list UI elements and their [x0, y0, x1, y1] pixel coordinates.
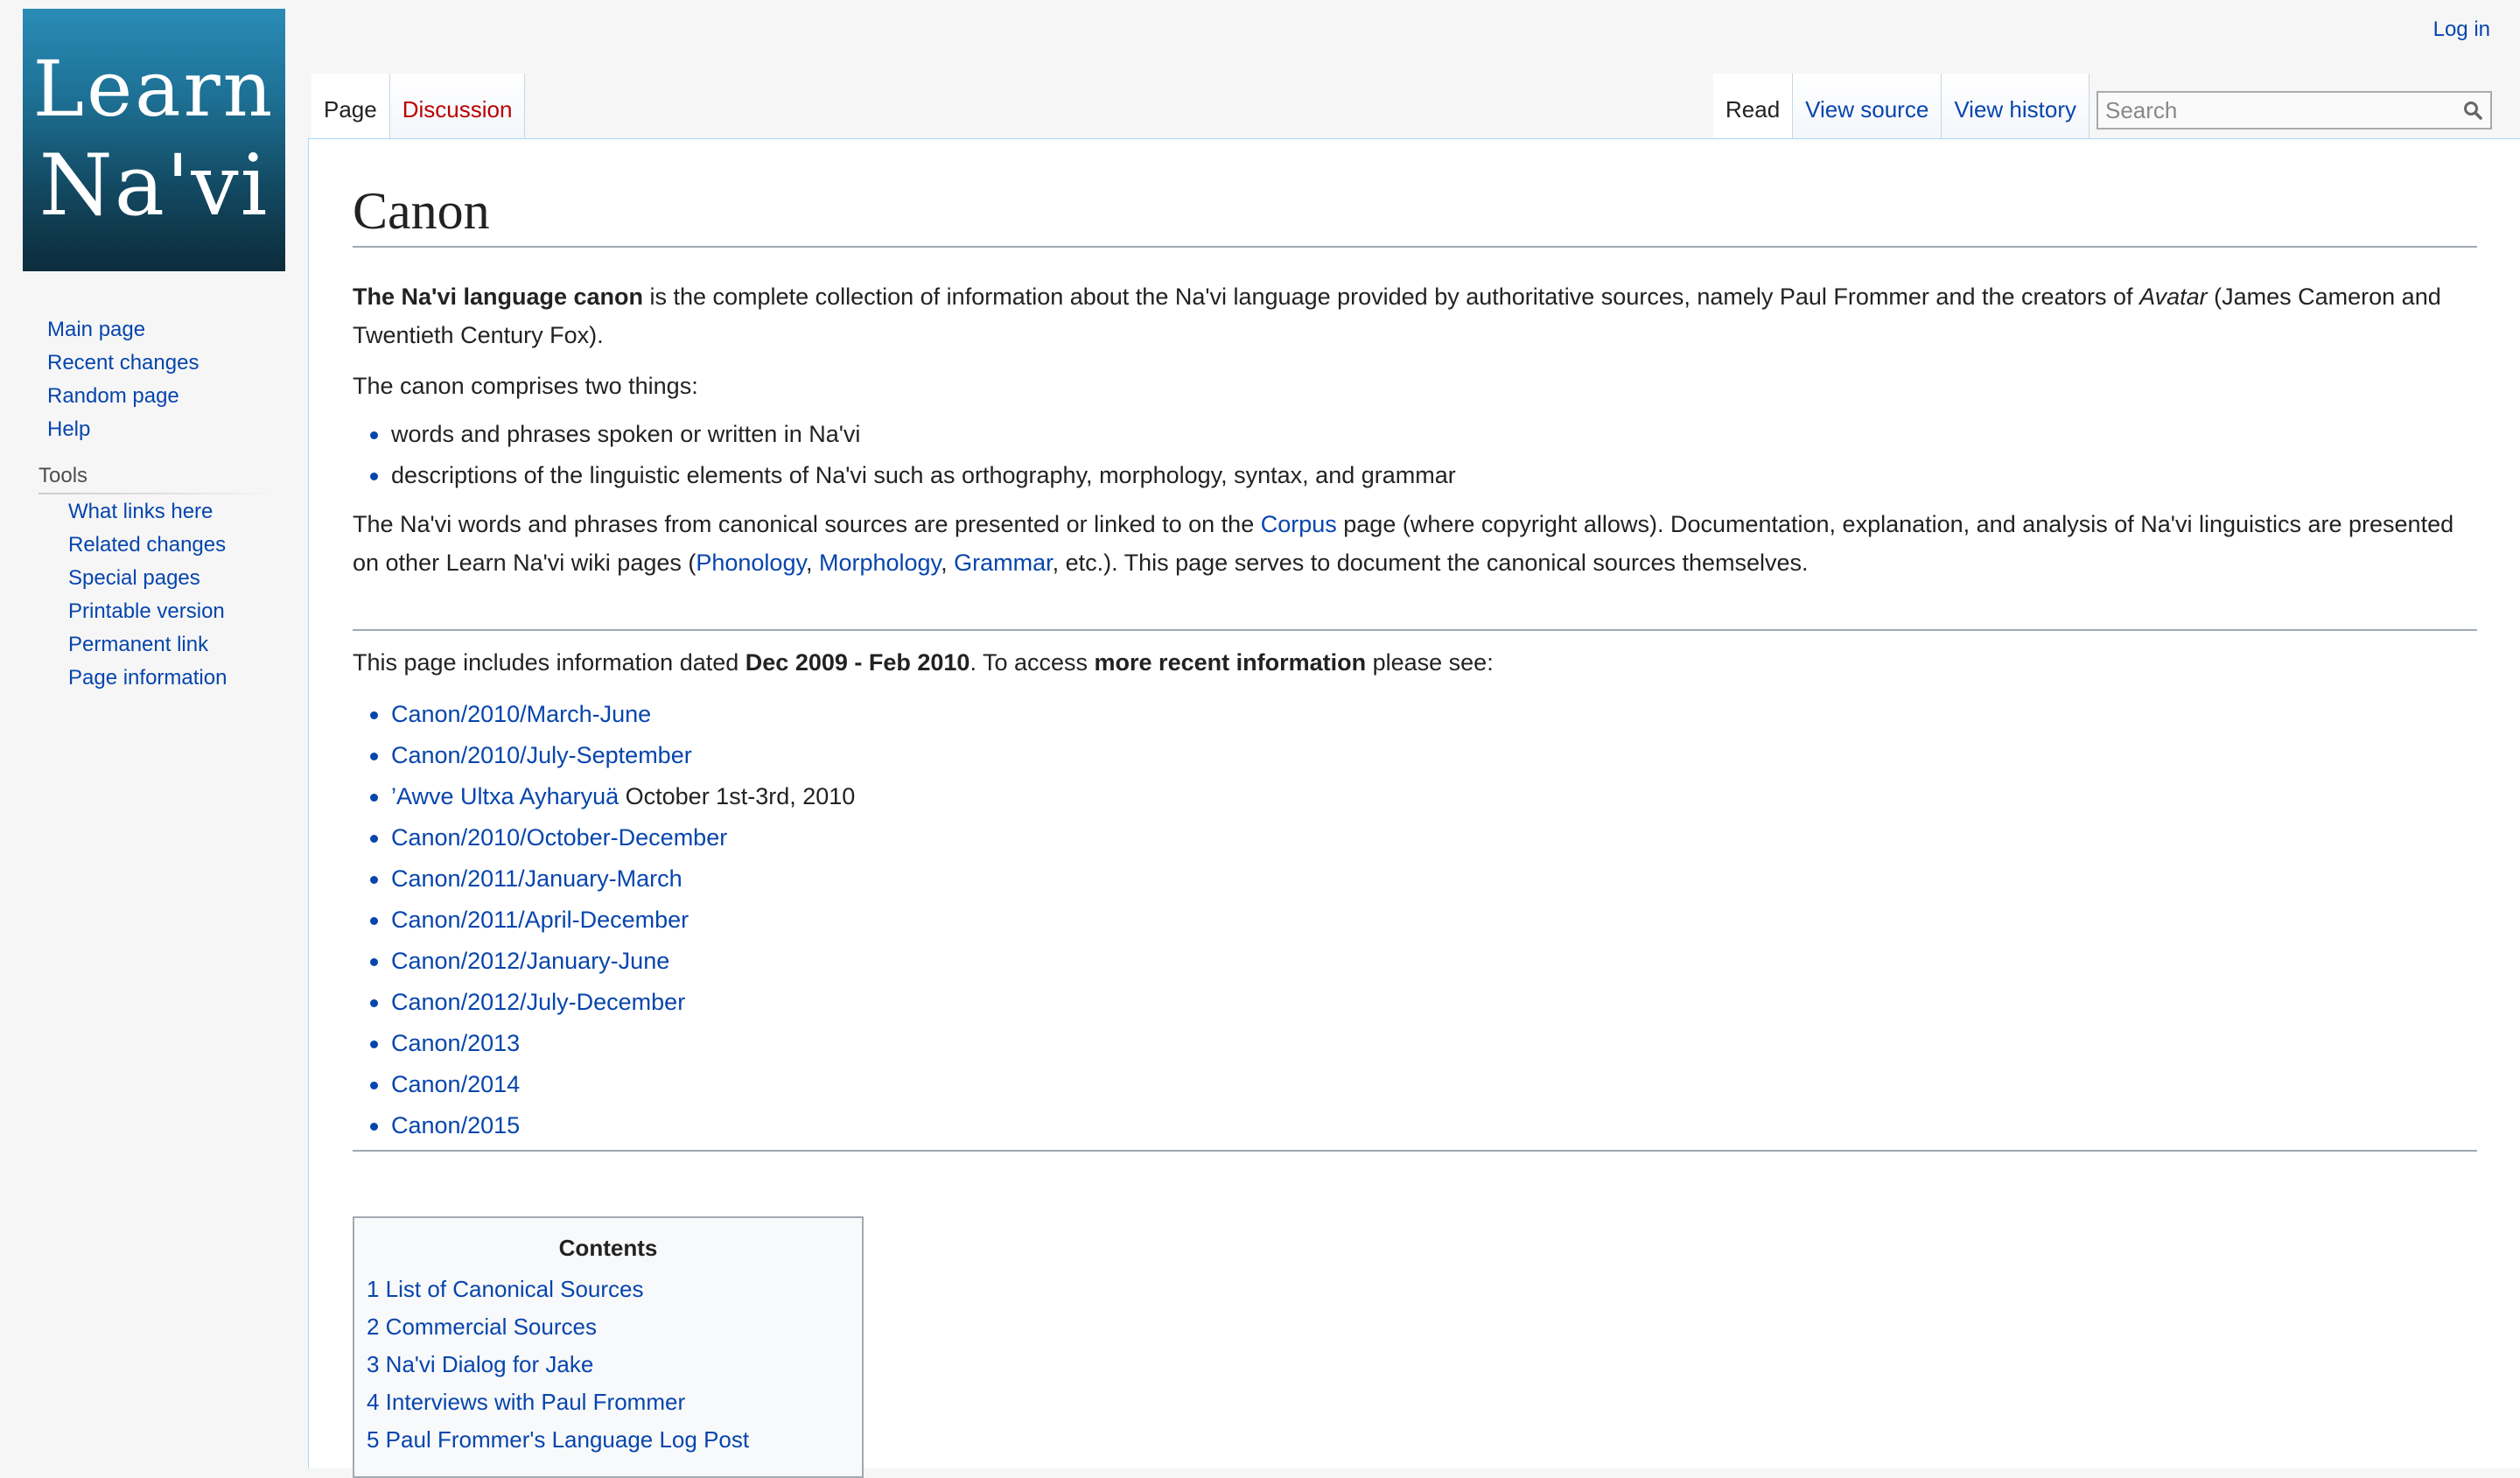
sidebar-item-help[interactable]: Help	[47, 417, 91, 441]
list-item	[353, 858, 2477, 900]
tab-page[interactable]	[312, 74, 390, 140]
para3-text-3: , etc.). This page serves to document the canonical sources themselves.	[1052, 550, 1809, 576]
toc-link[interactable]: 3 Na'vi Dialog for Jake	[367, 1351, 594, 1377]
toc-item	[367, 1421, 850, 1459]
namespace-tabs	[312, 74, 525, 140]
intro-bold: The Na'vi language canon	[353, 284, 643, 310]
canon-link[interactable]: Canon/2015	[391, 1112, 521, 1138]
recent-info-box	[353, 629, 2477, 1152]
para3-sep-2: ,	[941, 550, 955, 576]
tools-heading: Tools	[38, 464, 88, 487]
sidebar-item-random-page[interactable]: Random page	[47, 384, 179, 408]
tab-view-source[interactable]	[1793, 74, 1942, 140]
canon-link[interactable]: Canon/2014	[391, 1071, 521, 1097]
list-item	[353, 694, 2477, 735]
toc-link[interactable]: 4 Interviews with Paul Frommer	[367, 1389, 686, 1415]
list-item	[353, 776, 2477, 817]
sidebar-item-recent-changes[interactable]: Recent changes	[47, 351, 200, 375]
toc-item	[367, 1308, 850, 1346]
canon-things-list	[353, 414, 2477, 496]
tab-discussion[interactable]	[390, 74, 526, 140]
canon-link-extra: October 1st-3rd, 2010	[619, 783, 856, 809]
intro-text-2: (James Cameron and Twentieth Century Fox).	[353, 284, 2441, 348]
notice-text-3: please see:	[1366, 649, 1494, 676]
notice-text-2: . To access	[970, 649, 1095, 676]
canon-link[interactable]: Canon/2010/July-September	[391, 742, 692, 768]
tab-read-label: Read	[1726, 96, 1781, 123]
canon-link[interactable]: Canon/2013	[391, 1030, 521, 1056]
logo-text-line1: Learn	[32, 44, 276, 134]
canon-link[interactable]: Canon/2010/October-December	[391, 824, 728, 851]
corpus-link[interactable]: Corpus	[1260, 511, 1337, 537]
list-item	[353, 982, 2477, 1023]
sidebar-navigation	[47, 313, 199, 446]
toc-item	[367, 1346, 850, 1383]
grammar-link[interactable]: Grammar	[954, 550, 1053, 576]
list-item	[353, 900, 2477, 941]
page-title: Canon	[353, 179, 2477, 248]
tab-view-history-label: View history	[1954, 96, 2076, 123]
canon-link[interactable]: Canon/2012/July-December	[391, 989, 686, 1015]
canon-link[interactable]: Canon/2011/January-March	[391, 865, 682, 892]
tools-divider	[38, 493, 275, 494]
canon-link[interactable]: Canon/2012/January-June	[391, 948, 670, 974]
view-tabs	[1713, 74, 2090, 140]
toc-link[interactable]: 5 Paul Frommer's Language Log Post	[367, 1426, 750, 1453]
toc-title: Contents	[558, 1235, 658, 1261]
table-of-contents	[353, 1216, 864, 1478]
canon-link[interactable]: ’Awve Ultxa Ayharyuä	[391, 783, 620, 809]
notice-paragraph	[353, 643, 2477, 682]
sidebar-item-page-information[interactable]: Page information	[68, 666, 228, 690]
sidebar-item-main-page[interactable]: Main page	[47, 318, 146, 341]
notice-date-range: Dec 2009 - Feb 2010	[745, 649, 970, 676]
site-logo[interactable]	[23, 9, 285, 271]
comprises-paragraph: The canon comprises two things:	[353, 373, 698, 399]
canon-link[interactable]: Canon/2011/April-December	[391, 907, 690, 933]
tab-view-source-label: View source	[1805, 96, 1929, 123]
intro-italic: Avatar	[2139, 284, 2208, 310]
list-item: descriptions of the linguistic elements of Na'vi such as orthography, morphology, syntax, and grammar	[353, 455, 2477, 496]
magnifier-icon[interactable]	[2455, 93, 2490, 128]
personal-tools	[2433, 18, 2490, 42]
sidebar-item-related-changes[interactable]: Related changes	[68, 533, 227, 557]
intro-text-1: is the complete collection of information about the Na'vi language provided by authoritative sources, namely Paul Frommer and the creators of	[643, 284, 2140, 310]
toc-item	[367, 1271, 850, 1308]
morphology-link[interactable]: Morphology	[818, 550, 942, 576]
search-box	[2096, 91, 2492, 130]
sidebar-item-printable-version[interactable]: Printable version	[68, 599, 225, 623]
para3-text-1: The Na'vi words and phrases from canonical sources are presented or linked to on the	[353, 511, 1261, 537]
list-item	[353, 1105, 2477, 1146]
para3-text-2: page (where copyright allows). Documentation, explanation, and analysis of Na'vi linguistics are presented on other Learn Na'vi wiki pages (	[353, 511, 2454, 576]
sidebar-tools	[68, 495, 227, 695]
tab-page-label: Page	[324, 96, 377, 123]
list-item	[353, 817, 2477, 858]
list-item	[353, 941, 2477, 982]
content-area	[308, 138, 2520, 1468]
tab-read[interactable]	[1713, 74, 1793, 140]
canon-link[interactable]: Canon/2010/March-June	[391, 701, 652, 727]
article-body	[353, 179, 2477, 1478]
notice-text-1: This page includes information dated	[353, 649, 746, 676]
para3-sep-1: ,	[805, 550, 819, 576]
phonology-link[interactable]: Phonology	[696, 550, 806, 576]
sidebar-item-permanent-link[interactable]: Permanent link	[68, 633, 209, 656]
tab-view-history[interactable]	[1942, 74, 2090, 140]
search-input[interactable]	[2098, 93, 2455, 128]
list-item	[353, 1064, 2477, 1105]
toc-link[interactable]: 2 Commercial Sources	[367, 1313, 597, 1340]
logo-text-line2: Na'vi	[38, 137, 270, 235]
sidebar-item-special-pages[interactable]: Special pages	[68, 566, 200, 590]
list-item	[353, 735, 2477, 776]
intro-paragraph	[353, 277, 2477, 354]
sidebar-item-what-links-here[interactable]: What links here	[68, 500, 214, 523]
list-item: words and phrases spoken or written in Na'vi	[353, 414, 2477, 455]
sources-paragraph	[353, 505, 2477, 582]
tab-discussion-label: Discussion	[402, 96, 513, 123]
login-link[interactable]: Log in	[2432, 18, 2490, 41]
toc-link[interactable]: 1 List of Canonical Sources	[367, 1276, 644, 1302]
notice-bold-recent: more recent information	[1094, 649, 1367, 676]
list-item	[353, 1023, 2477, 1064]
toc-item	[367, 1383, 850, 1421]
recent-canon-list	[353, 694, 2477, 1146]
